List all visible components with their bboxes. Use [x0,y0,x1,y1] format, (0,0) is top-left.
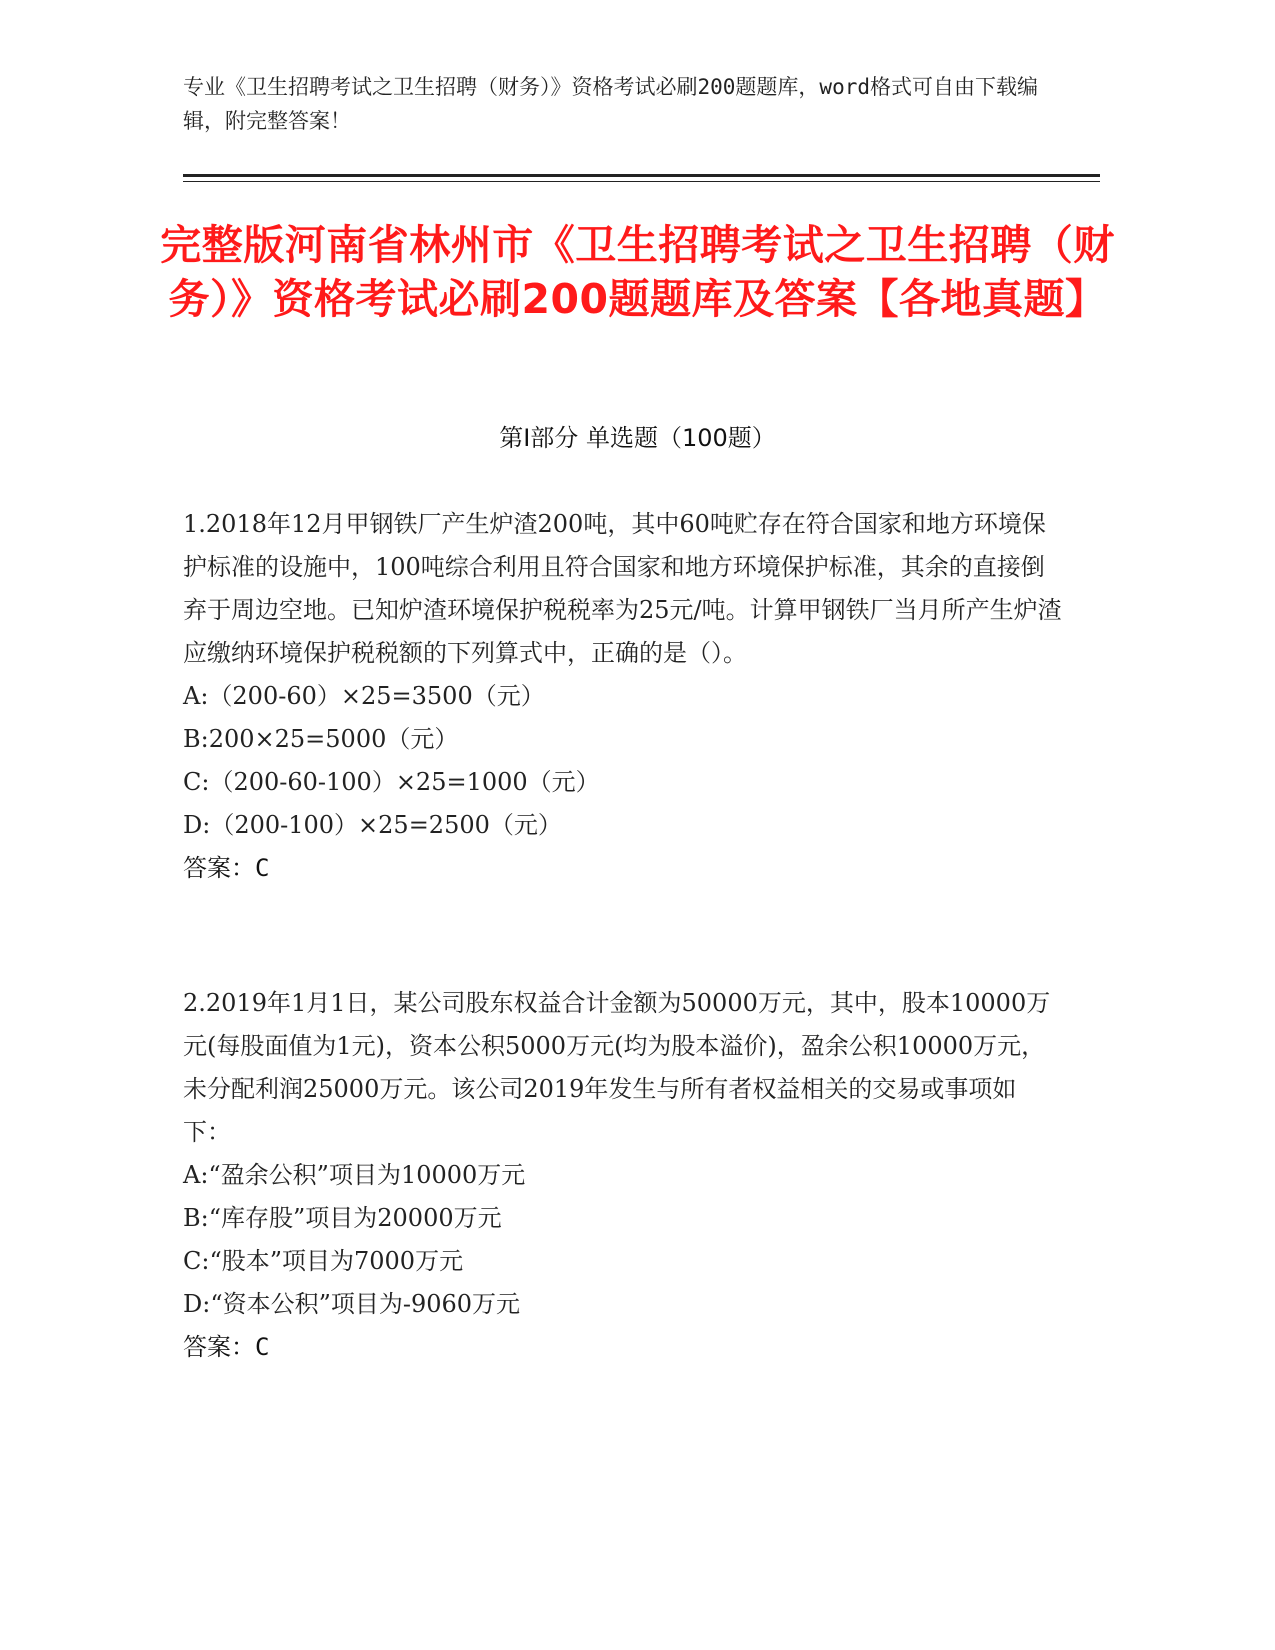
question-2 [183,982,1063,1369]
answer-label: 答案： [183,1333,255,1361]
option-c: C:“股本”项目为7000万元 [183,1247,464,1275]
option-c: C:（200-60-100）×25=1000（元） [183,768,600,796]
header-note: 专业《卫生招聘考试之卫生招聘（财务）》资格考试必刷200题题库，word格式可自由下载编辑，附完整答案！ [183,75,1038,133]
answer-label: 答案： [183,854,255,882]
question-stem: 2.2019年1月1日，某公司股东权益合计金额为50000万元，其中，股本10000万元(每股面值为1元)，资本公积5000万元(均为股本溢价)，盈余公积10000万元，未分配利润25000万元。该公司2019年发生与所有者权益相关的交易或事项如下： [183,989,1051,1146]
header-divider-thick [183,174,1100,177]
answer-value: C [255,1333,270,1361]
option-a: A:（200-60）×25=3500（元） [183,682,545,710]
document-title: 完整版河南省林州市《卫生招聘考试之卫生招聘（财务）》资格考试必刷200题题库及答案【各地真题】 [160,221,1115,323]
option-b: B:“库存股”项目为20000万元 [183,1204,502,1232]
option-b: B:200×25=5000（元） [183,725,459,753]
section-title: 第Ⅰ部分 单选题（100题） [499,424,776,452]
answer-value: C [255,854,270,882]
question-stem: 1.2018年12月甲钢铁厂产生炉渣200吨，其中60吨贮存在符合国家和地方环境保护标准的设施中，100吨综合利用且符合国家和地方环境保护标准，其余的直接倒弃于周边空地。已知炉渣环境保护税税率为25元/吨。计算甲钢铁厂当月所产生炉渣应缴纳环境保护税税额的下列算式中，正确的是（）。 [183,510,1062,667]
question-1 [183,503,1063,890]
option-d: D:“资本公积”项目为-9060万元 [183,1290,521,1318]
answer-line [183,847,1063,890]
option-d: D:（200-100）×25=2500（元） [183,811,562,839]
header-divider-thin [183,181,1100,182]
answer-line [183,1326,1063,1369]
option-a: A:“盈余公积”项目为10000万元 [183,1161,526,1189]
